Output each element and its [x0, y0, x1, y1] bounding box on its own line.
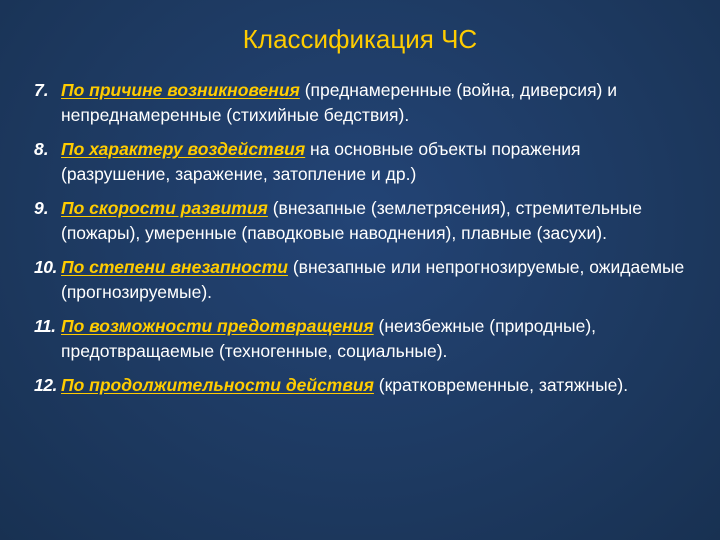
slide-title: Классификация ЧС	[242, 24, 478, 54]
list-item	[34, 314, 694, 364]
list-item	[34, 255, 694, 305]
item-number: 11.	[34, 316, 56, 336]
item-text: (внезапные или непрогнозируемые, ожидаемые (прогнозируемые).	[61, 257, 685, 302]
item-highlight: По причине возникновения	[61, 80, 300, 100]
list-item	[34, 373, 694, 398]
item-number: 12.	[34, 375, 57, 395]
item-number: 10.	[34, 257, 57, 277]
item-text: (кратковременные, затяжные).	[373, 375, 629, 395]
item-text: на основные объекты поражения (разрушение, заражение, затопление и др.)	[61, 139, 581, 184]
item-text: (внезапные (землетрясения), стремительные (пожары), умеренные (паводковые наводнения), плавные (засухи).	[61, 198, 642, 243]
item-highlight: По продолжительности действия	[61, 375, 374, 395]
item-number: 7.	[34, 80, 49, 100]
item-highlight: По возможности предотвращения	[61, 316, 374, 336]
item-number: 9.	[34, 198, 49, 218]
item-highlight: По степени внезапности	[61, 257, 288, 277]
item-highlight: По скорости развития	[61, 198, 268, 218]
list-item	[34, 78, 694, 128]
item-number: 8.	[34, 139, 49, 159]
list-item	[34, 137, 694, 187]
item-highlight: По характеру воздействия	[61, 139, 306, 159]
list-item	[34, 196, 694, 246]
item-text: (преднамеренные (война, диверсия) и непреднамеренные (стихийные бедствия).	[61, 80, 618, 125]
item-text: (неизбежные (природные), предотвращаемые (техногенные, социальные).	[61, 316, 597, 361]
classification-list	[34, 78, 694, 407]
